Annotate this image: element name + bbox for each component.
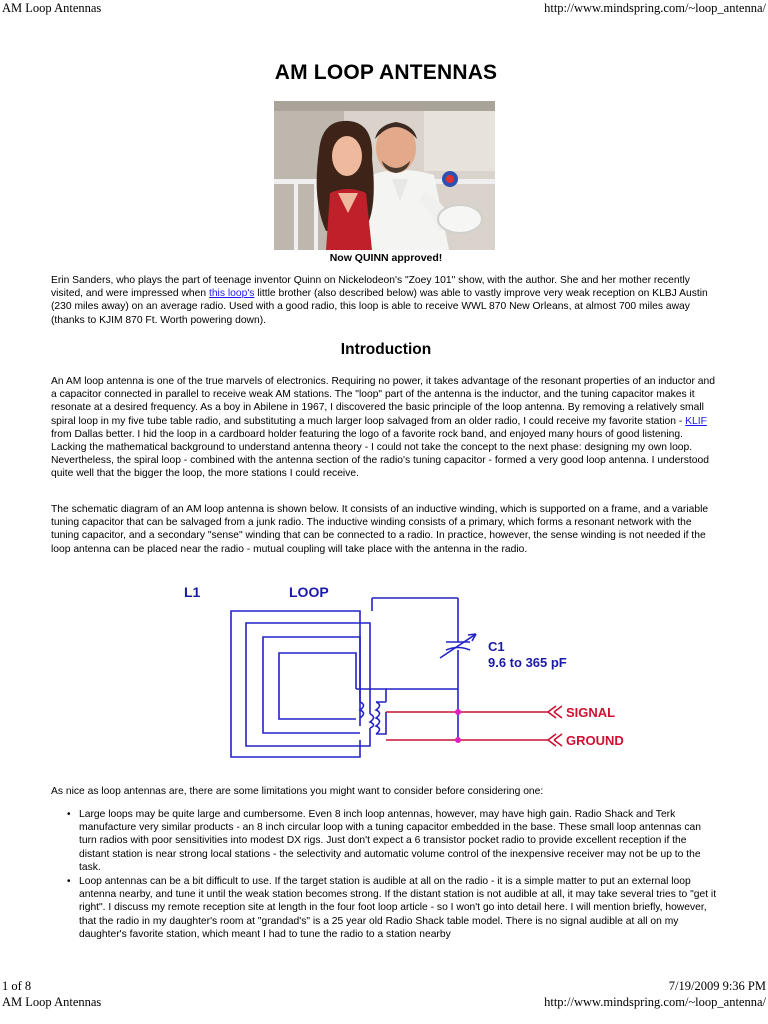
limitations-list [51, 808, 719, 942]
loop-antenna-schematic [176, 578, 624, 758]
introduction-paragraph-1 [51, 375, 719, 481]
print-footer-title: AM Loop Antennas [2, 995, 102, 1009]
limitations-intro: As nice as loop antennas are, there are some limitations you might want to consider before considering one: [51, 786, 544, 797]
intro-text-end: little brother (also described below) was able to vastly improve very weak reception on KLBJ Austin (230 miles away) on an average radio. Used with a good radio, this loop is able to receive WWL 870 New Orleans, at almost 700 miles away (thanks to KJIM 870 Ft. Worth powering down). [51, 288, 708, 326]
intro-paragraph [51, 274, 719, 327]
signal-junction [455, 709, 461, 715]
label-loop: LOOP [289, 584, 329, 600]
this-loops-link[interactable]: this loop's [208, 288, 255, 300]
list-item: • Loop antennas can be a bit difficult to use. If the target station is audible at all on the radio - it is a simple matter to put an external loop antenna nearby, and tune it until the weak station becomes strong. If the distant station is not audible at all, it may take several tries to "get it right". I discuss my remote reception site at length in the four foot loop article - so I won't go into detail here. I will mention briefly, however, that the radio in my daughter's room at "grandad's" is a 25 year old Radio Shack table model. There is no signal audible at all on my daughter's favorite station, which meant I had to tune the radio to a station nearby [51, 875, 719, 941]
introduction-paragraph-2: The schematic diagram of an AM loop antenna is shown below. It consists of an inductive winding, which is supported on a frame, and a variable tuning capacitor that can be salvaged from a junk radio. The inductive winding consists of a primary, which forms a resonant network with the tuning capacitor, and a secondary "sense" winding that can be connected to a radio. In practice, however, the sense winding is not needed if the loop antenna can be placed near the radio - mutual coupling will take place with the antenna in the radio. [51, 504, 709, 555]
list-item: • Large loops may be quite large and cumbersome. Even 8 inch loop antennas, however, may have high gain. Radio Shack and Terk manufacture very similar products - an 8 inch circular loop with a tuning capacitor embedded in the base. These small loop antennas can turn radios with poor sensitivities into modest DX rigs. Just don't expect a 6 transistor pocket radio to provide excellent reception if the distant station is near strong local stations - the selectivity and automatic volume control of the inexpensive receiver may not be up to the task. [51, 808, 719, 874]
author-photo [274, 101, 495, 250]
intro-text-start: Erin Sanders, who plays the part of teenage inventor Quinn on Nickelodeon's "Zoey 101" show, with the author. She and her mother recently visited, and were impressed when [51, 275, 690, 300]
output-wires [386, 706, 562, 746]
ground-junction [455, 737, 461, 743]
label-l1: L1 [184, 584, 201, 600]
label-c1: C1 [488, 639, 505, 654]
klif-link[interactable]: KLIF [685, 415, 707, 427]
print-header-title: AM Loop Antennas [2, 1, 102, 15]
photo-caption: Now QUINN approved! [329, 252, 443, 264]
label-c1-value: 9.6 to 365 pF [488, 655, 567, 670]
page-number: 1 of 8 [2, 979, 32, 993]
print-footer-url: http://www.mindspring.com/~loop_antenna/ [544, 995, 766, 1009]
introduction-text-end: from Dallas better. I hid the loop in a cardboard holder featuring the logo of a favorite rock band, and enjoyed many hours of good listening. Lacking the mathematical background to understand antenna theory - I could not take the concept to the next phase: designing my own loop. Nevertheless, the spiral loop - combined with the antenna section of the radio's tuning capacitor - formed a very good loop antenna. I understood quite well that the bigger the loop, the more stations I could receive. [51, 428, 709, 480]
introduction-heading: Introduction [340, 341, 432, 358]
label-ground: GROUND [566, 733, 624, 748]
page-title: AM LOOP ANTENNAS [274, 61, 498, 84]
print-header [0, 0, 768, 16]
loop-windings [231, 598, 476, 757]
print-footer [0, 978, 768, 1018]
introduction-text-start: An AM loop antenna is one of the true marvels of electronics. Requiring no power, it takes advantage of the resonant properties of an inductor and a capacitor connected in parallel to receive weak AM stations. The "loop" part of the antenna is the inductor, and the tuning capacitor makes it resonate at a desired frequency. As a boy in Abilene in 1967, I discovered the basic principle of the loop antenna. By removing a relatively small spiral loop in my five tube table radio, and substituting a much larger loop salvaged from an older radio, I could receive my favorite station - [51, 376, 715, 427]
label-signal: SIGNAL [566, 705, 616, 720]
print-datetime: 7/19/2009 9:36 PM [668, 979, 766, 993]
print-header-url: http://www.mindspring.com/~loop_antenna/ [544, 1, 766, 15]
